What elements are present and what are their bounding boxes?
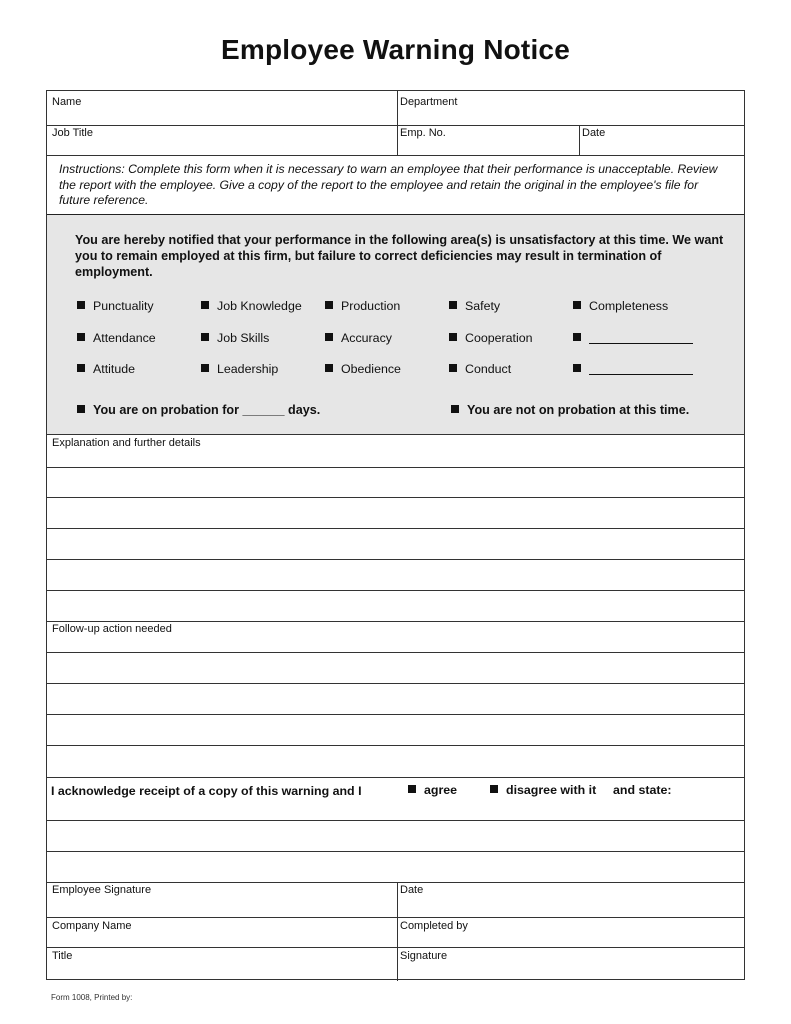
- divider: [47, 777, 744, 778]
- checkbox-cooperation[interactable]: [449, 331, 533, 346]
- writing-line: [47, 559, 744, 560]
- checkbox-completeness[interactable]: [573, 299, 668, 314]
- warning-form: [46, 90, 745, 980]
- checkbox-label: Leadership: [217, 362, 279, 376]
- writing-line: [47, 497, 744, 498]
- checkbox-label: disagree with it: [506, 783, 597, 797]
- checkbox-on-probation[interactable]: [77, 403, 320, 417]
- title-field-label: Title: [52, 950, 73, 962]
- writing-line: [47, 745, 744, 746]
- notice-text: You are hereby notified that your performance in the following area(s) is unsatisfactory at this time. We want you to remain employed at this firm, but failure to correct deficiencies may result in termination of employment.: [75, 233, 724, 279]
- emp-no-field-label: Emp. No.: [400, 127, 446, 139]
- acknowledgement-text: I acknowledge receipt of a copy of this warning and I: [51, 784, 362, 798]
- checkbox-obedience[interactable]: [325, 362, 401, 377]
- blank-write-in-line[interactable]: [589, 331, 693, 344]
- writing-line: [47, 590, 744, 591]
- checkbox-label: Job Knowledge: [217, 299, 302, 313]
- checkbox-label: Job Skills: [217, 331, 270, 345]
- writing-line: [47, 683, 744, 684]
- divider: [579, 125, 580, 155]
- divider: [397, 91, 398, 155]
- checkbox-square-icon: [449, 333, 457, 341]
- checkbox-square-icon: [201, 364, 209, 372]
- divider: [47, 917, 744, 918]
- checkbox-square-icon: [201, 333, 209, 341]
- writing-line: [47, 528, 744, 529]
- checkbox-square-icon: [573, 301, 581, 309]
- checkbox-conduct[interactable]: [449, 362, 511, 377]
- writing-line: [47, 652, 744, 653]
- checkbox-square-icon: [573, 333, 581, 341]
- checkbox-square-icon: [408, 785, 416, 793]
- blank-write-in-line[interactable]: [589, 362, 693, 375]
- writing-line: [47, 820, 744, 821]
- checkbox-square-icon: [490, 785, 498, 793]
- divider: [47, 125, 744, 126]
- checkbox-disagree[interactable]: [490, 783, 596, 797]
- signature-date-label: Date: [400, 884, 424, 896]
- completed-by-label: Completed by: [400, 920, 468, 932]
- checkbox-attitude[interactable]: [77, 362, 135, 377]
- checkbox-agree[interactable]: [408, 783, 457, 797]
- checkbox-label: Production: [341, 299, 401, 313]
- followup-section-label: Follow-up action needed: [52, 623, 172, 635]
- employee-signature-label: Employee Signature: [52, 884, 152, 896]
- checkbox-square-icon: [77, 364, 85, 372]
- checkbox-label: Completeness: [589, 299, 669, 313]
- and-state-label: and state:: [613, 783, 672, 797]
- checkbox-square-icon: [201, 301, 209, 309]
- checkbox-safety[interactable]: [449, 299, 500, 314]
- checkbox-square-icon: [325, 364, 333, 372]
- checkbox-square-icon: [451, 405, 459, 413]
- divider: [47, 947, 744, 948]
- checkbox-label: Punctuality: [93, 299, 154, 313]
- checkbox-production[interactable]: [325, 299, 400, 314]
- checkbox-label: Conduct: [465, 362, 512, 376]
- checkbox-label: You are not on probation at this time.: [467, 403, 690, 417]
- checkbox-attendance[interactable]: [77, 331, 156, 346]
- writing-line: [47, 851, 744, 852]
- date-field-label: Date: [582, 127, 606, 139]
- checkbox-job-skills[interactable]: [201, 331, 269, 346]
- checkbox-label: You are on probation for ______ days.: [93, 403, 321, 417]
- writing-line: [47, 467, 744, 468]
- checkbox-label: Safety: [465, 299, 501, 313]
- checkbox-square-icon: [77, 405, 85, 413]
- job-title-field-label: Job Title: [52, 127, 93, 139]
- signature-field-label: Signature: [400, 950, 448, 962]
- checkbox-job-knowledge[interactable]: [201, 299, 302, 314]
- checkbox-square-icon: [325, 301, 333, 309]
- checkbox-not-on-probation[interactable]: [451, 403, 689, 417]
- checkbox-square-icon: [573, 364, 581, 372]
- checkbox-leadership[interactable]: [201, 362, 278, 377]
- divider: [47, 882, 744, 883]
- checkbox-square-icon: [449, 301, 457, 309]
- checkbox-label: agree: [424, 783, 458, 797]
- checkbox-label: Cooperation: [465, 331, 533, 345]
- checkbox-label: Obedience: [341, 362, 401, 376]
- page-title: Employee Warning Notice: [221, 34, 570, 65]
- divider: [397, 882, 398, 981]
- checkbox-square-icon: [449, 364, 457, 372]
- checkbox-square-icon: [77, 301, 85, 309]
- writing-line: [47, 714, 744, 715]
- company-name-label: Company Name: [52, 920, 132, 932]
- explanation-section-label: Explanation and further details: [52, 437, 201, 449]
- divider: [47, 155, 744, 156]
- divider: [47, 434, 744, 435]
- instructions-text: Instructions: Complete this form when it is necessary to warn an employee that their performance is unacceptable. Review the report with the employee. Give a copy of the report to the employee and retain the original in the employee's file for future reference.: [59, 162, 718, 207]
- checkbox-square-icon: [325, 333, 333, 341]
- checkbox-label: Accuracy: [341, 331, 392, 345]
- checkbox-punctuality[interactable]: [77, 299, 154, 314]
- checkbox-other-2[interactable]: [573, 362, 693, 377]
- checkbox-square-icon: [77, 333, 85, 341]
- form-footer: Form 1008, Printed by:: [51, 993, 133, 1002]
- divider: [47, 621, 744, 622]
- checkbox-other-1[interactable]: [573, 331, 693, 346]
- department-field-label: Department: [400, 96, 458, 108]
- checkbox-label: Attendance: [93, 331, 156, 345]
- name-field-label: Name: [52, 96, 82, 108]
- checkbox-accuracy[interactable]: [325, 331, 392, 346]
- checkbox-label: Attitude: [93, 362, 136, 376]
